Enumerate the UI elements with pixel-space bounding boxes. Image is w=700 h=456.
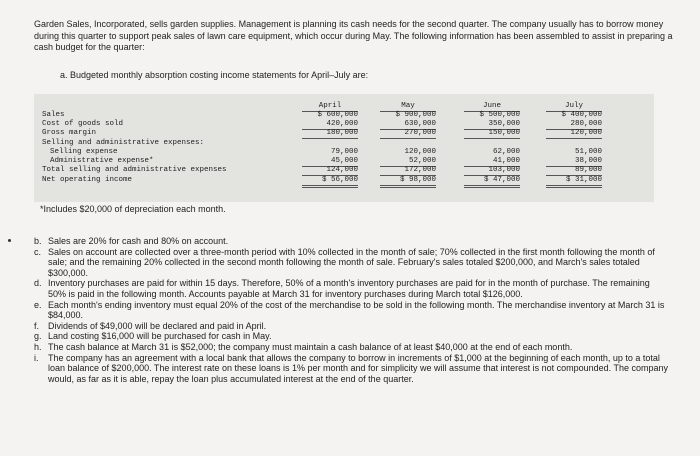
row-label: Administrative expense* — [50, 157, 154, 165]
row-label: Sales — [42, 111, 65, 119]
cell: 38,000 — [546, 157, 602, 167]
assumption-list — [34, 236, 670, 384]
row-label: Cost of goods sold — [42, 120, 124, 128]
cell: 79,000 — [330, 148, 358, 156]
cell: $ 500,000 — [479, 111, 520, 119]
cell: $ 900,000 — [395, 111, 436, 119]
cell: 41,000 — [464, 157, 520, 167]
list-item — [34, 278, 670, 299]
cell: 103,000 — [464, 166, 520, 176]
cell: 120,000 — [546, 129, 602, 139]
list-item — [34, 342, 670, 353]
cell: 51,000 — [574, 148, 602, 156]
cell: 180,000 — [302, 129, 358, 139]
item-tag: g. — [34, 331, 42, 342]
item-tag: i. — [34, 352, 39, 363]
cell: 62,000 — [492, 148, 520, 156]
cell: 270,000 — [380, 129, 436, 139]
item-text: Sales on account are collected over a three-month period with 10% collected in the month of sale; 70% collected in the first month following the month of sale; and the remaining 20% collected in the second month following the month of sale. February's sales totaled $200,000, and March's sales totaled $300,000. — [48, 246, 655, 278]
item-tag: h. — [34, 341, 42, 352]
cell: 52,000 — [380, 157, 436, 167]
item-text: The cash balance at March 31 is $52,000; the company must maintain a cash balance of at least $40,000 at the end of each month. — [48, 341, 573, 352]
cell: 420,000 — [302, 120, 358, 130]
cell: $ 400,000 — [561, 111, 602, 119]
depreciation-footnote: *Includes $20,000 of depreciation each month. — [40, 204, 226, 214]
month-header: May — [380, 102, 436, 112]
cell: 350,000 — [464, 120, 520, 130]
cell: 120,000 — [404, 148, 436, 156]
cell: 124,000 — [302, 166, 358, 176]
cell: $ 31,000 — [546, 176, 602, 188]
row-label: Gross margin — [42, 129, 97, 137]
item-tag: d. — [34, 278, 42, 289]
intro-paragraph: Garden Sales, Incorporated, sells garden supplies. Management is planning its cash needs for the second quarter. The company usually has to borrow money during this quarter to support peak sales of lawn care equipment, which occur during May. The following information has been assembled to assist in preparing a cash budget for the quarter: — [34, 19, 673, 52]
item-tag: b. — [34, 236, 42, 246]
list-item — [34, 331, 670, 342]
item-text: Each month's ending inventory must equal 20% of the cost of the merchandise to be sold in the following month. The merchandise inventory at March 31 is $84,000. — [48, 299, 665, 321]
item-text: Dividends of $49,000 will be declared and paid in April. — [48, 320, 267, 331]
item-tag: f. — [34, 320, 40, 331]
cell: 630,000 — [380, 120, 436, 130]
cell: $ 56,000 — [302, 176, 358, 188]
list-item — [34, 247, 670, 279]
row-label: Net operating income — [42, 176, 133, 184]
row-label: Total selling and administrative expenses — [42, 166, 227, 174]
list-item — [34, 353, 670, 385]
cell: 150,000 — [464, 129, 520, 139]
month-header: April — [302, 102, 358, 112]
list-item — [34, 300, 670, 321]
income-statement-table — [34, 94, 654, 202]
row-label: Selling and administrative expenses: — [42, 139, 205, 147]
cell: $ 47,000 — [464, 176, 520, 188]
month-header: June — [464, 102, 520, 112]
cell: 89,000 — [546, 166, 602, 176]
cell: 45,000 — [302, 157, 358, 167]
item-text: Sales are 20% for cash and 80% on account. — [48, 236, 229, 246]
item-text: The company has an agreement with a local bank that allows the company to borrow in increments of $1,000 at the beginning of each month, up to a total loan balance of $200,000. The interest rate on these loans is 1% per month and for simplicity we will assume that interest is not compounded. The company would, as far as it is able, repay the loan plus accumulated interest at the end of the quarter. — [48, 352, 669, 384]
part-a-heading: a. Budgeted monthly absorption costing income statements for April–July are: — [60, 70, 369, 80]
cell: $ 600,000 — [317, 111, 358, 119]
item-text: Inventory purchases are paid for within 15 days. Therefore, 50% of a month's inventory purchases are paid for in the month of purchase. The remaining 50% is paid in the following month. Accounts payable at March 31 for inventory purchases during March total $126,000. — [48, 278, 650, 299]
item-text: Land costing $16,000 will be purchased for cash in May. — [48, 331, 272, 342]
cell: 280,000 — [546, 120, 602, 130]
item-tag: e. — [34, 299, 42, 310]
margin-dot-icon — [8, 239, 11, 242]
cell: $ 98,000 — [380, 176, 436, 188]
row-label: Selling expense — [50, 148, 118, 156]
item-tag: c. — [34, 246, 42, 257]
list-item — [34, 236, 670, 247]
cell: 172,000 — [380, 166, 436, 176]
list-item — [34, 321, 670, 332]
month-header: July — [546, 102, 602, 112]
